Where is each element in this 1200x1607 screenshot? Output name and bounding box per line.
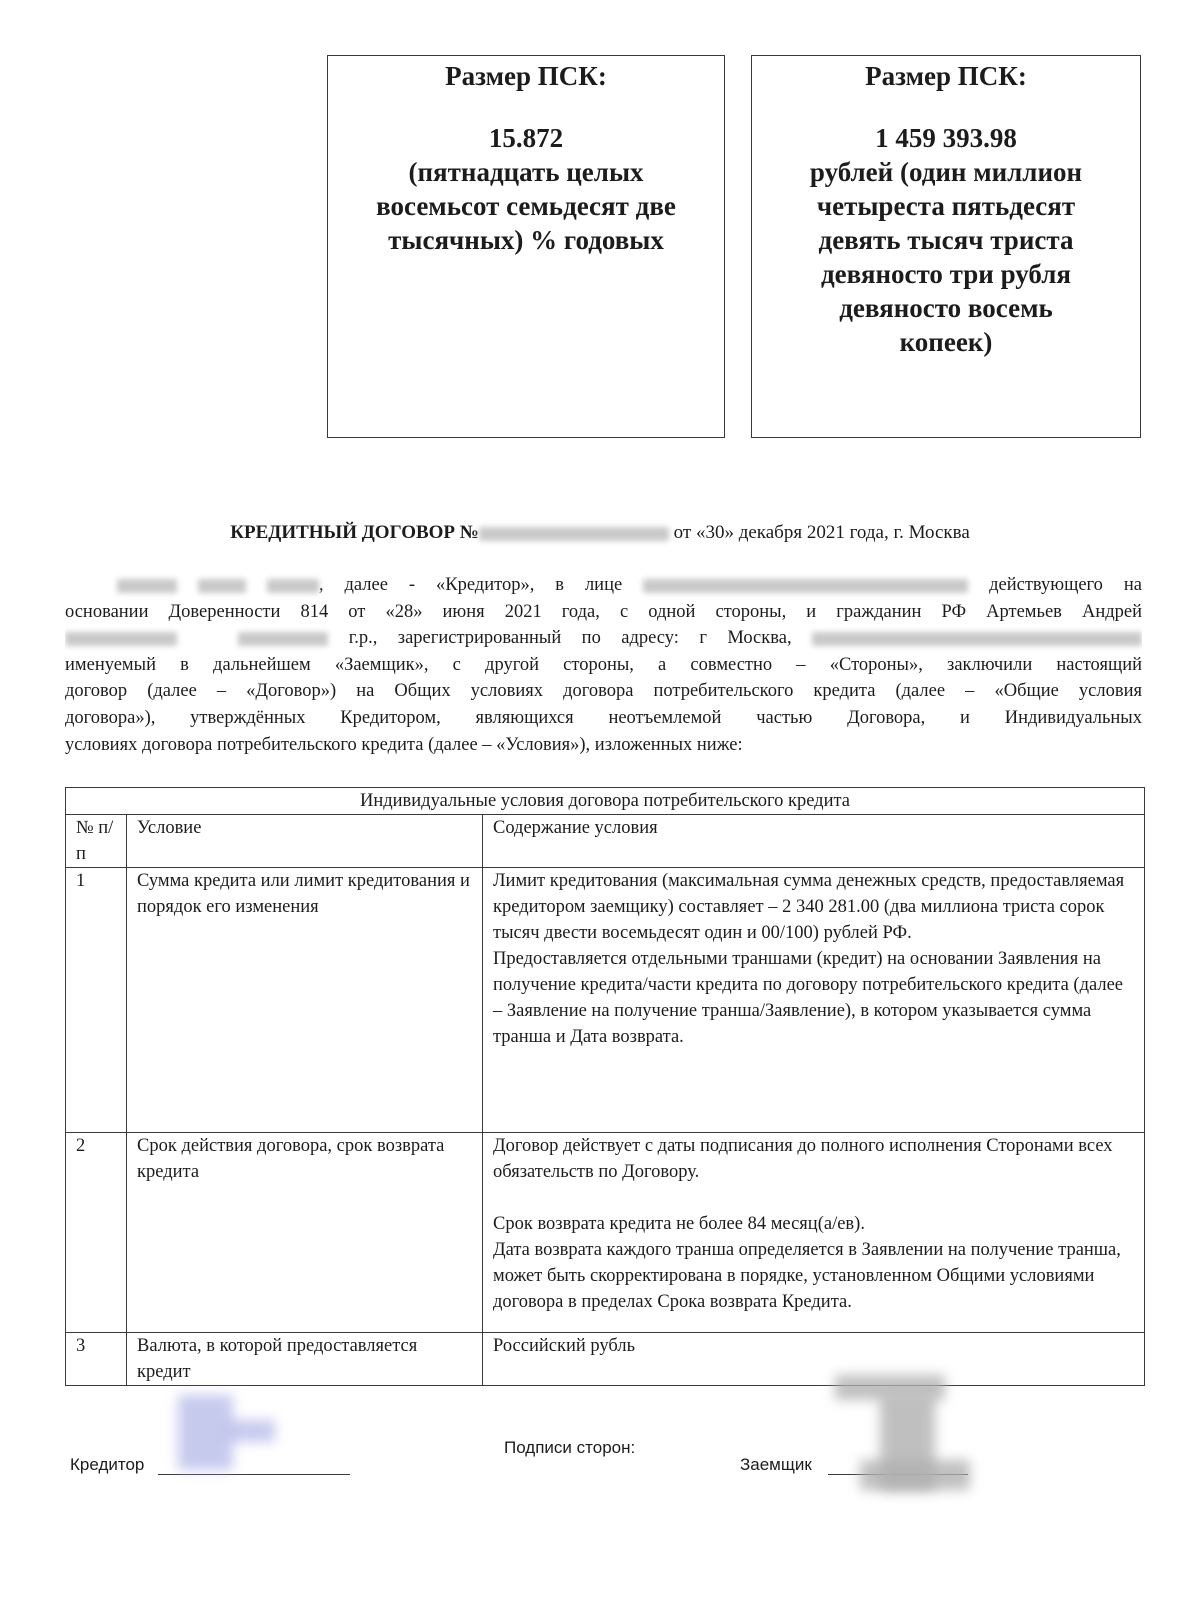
psk-rubles-words-line: копеек) bbox=[899, 327, 993, 357]
psk-rubles-box bbox=[751, 55, 1141, 438]
table-caption: Индивидуальные условия договора потребительского кредита bbox=[66, 788, 1145, 815]
header-num: № п/п bbox=[66, 815, 127, 868]
intro-line: основании Доверенности 814 от «28» июня 2021 года, с одной стороны, и гражданин РФ Артемьев Андрей bbox=[65, 601, 1142, 622]
intro-line bbox=[65, 625, 1142, 652]
creditor-signature bbox=[225, 1420, 275, 1442]
intro-line: именуемый в дальнейшем «Заемщик», с другой стороны, а совместно – «Стороны», заключили настоящий bbox=[65, 654, 1142, 675]
contract-title-bold: КРЕДИТНЫЙ ДОГОВОР № bbox=[230, 522, 479, 543]
redacted-representative bbox=[643, 579, 968, 593]
header-condition: Условие bbox=[127, 815, 483, 868]
paragraph-gap bbox=[493, 1185, 1134, 1211]
psk-percent-title: Размер ПСК: bbox=[445, 61, 607, 91]
redacted-patronymic bbox=[65, 632, 177, 646]
table-row bbox=[66, 868, 1145, 1133]
creditor-label: Кредитор bbox=[70, 1455, 145, 1474]
signatures-heading: Подписи сторон: bbox=[504, 1438, 636, 1457]
row-num: 3 bbox=[66, 1333, 127, 1386]
row-content bbox=[483, 868, 1145, 1133]
creditor-signature-line bbox=[158, 1474, 350, 1475]
psk-rubles-words-line: рублей (один миллион bbox=[809, 157, 1083, 187]
redacted-birth-date bbox=[238, 632, 328, 646]
redacted-bank-name bbox=[267, 579, 319, 593]
psk-rubles-title: Размер ПСК: bbox=[865, 61, 1027, 91]
intro-paragraph bbox=[65, 572, 1142, 758]
row-num: 2 bbox=[66, 1133, 127, 1333]
psk-percent-words bbox=[328, 155, 724, 257]
intro-text: г.р., зарегистрированный по адресу: г Москва, bbox=[348, 628, 792, 649]
contract-title bbox=[0, 522, 1200, 544]
redacted-bank-name bbox=[117, 579, 177, 593]
redacted-address bbox=[812, 632, 1142, 646]
psk-rubles-words-line: девять тысяч триста bbox=[818, 225, 1074, 255]
row-content bbox=[483, 1133, 1145, 1333]
psk-rubles-value: 1 459 393.98 bbox=[875, 123, 1017, 153]
intro-line: договор (далее – «Договор») на Общих условиях договора потребительского кредита (далее – «Общие условия bbox=[65, 681, 1142, 702]
row-condition: Валюта, в которой предоставляется кредит bbox=[127, 1333, 483, 1386]
intro-text: действующего на bbox=[989, 575, 1142, 595]
row-content-paragraph: Срок возврата кредита не более 84 месяц(а/ев). bbox=[493, 1214, 865, 1234]
psk-percent-value: 15.872 bbox=[488, 123, 564, 153]
intro-line: договора»), утверждённых Кредитором, являющихся неотъемлемой частью Договора, и Индивидуальных bbox=[65, 707, 1142, 728]
psk-rubles-words bbox=[752, 155, 1140, 359]
psk-percent-words-line: восемьсот семьдесят две bbox=[376, 191, 676, 221]
intro-line: условиях договора потребительского кредита (далее – «Условия»), изложенных ниже: bbox=[65, 734, 743, 755]
header-content: Содержание условия bbox=[483, 815, 1145, 868]
row-content-paragraph: Лимит кредитования (максимальная сумма денежных средств, предоставляемая кредитором заемщику) составляет – 2 340 281.00 (два миллиона триста сорок тысяч двести восемьдесят один и 00/100) рублей РФ. bbox=[493, 871, 1125, 943]
row-content-paragraph: Договор действует с даты подписания до полного исполнения Сторонами всех обязательств по Договору. bbox=[493, 1136, 1113, 1182]
psk-rubles-words-line: девяносто три рубля bbox=[821, 259, 1071, 289]
row-num: 1 bbox=[66, 868, 127, 1133]
psk-percent-words-line: тысячных) % годовых bbox=[388, 225, 664, 255]
redacted-bank-name bbox=[198, 579, 246, 593]
row-content: Российский рубль bbox=[483, 1333, 1145, 1386]
borrower-signature bbox=[860, 1460, 970, 1490]
psk-percent-words-line: (пятнадцать целых bbox=[408, 157, 644, 187]
psk-rubles-words-line: девяносто восемь bbox=[839, 293, 1053, 323]
redacted-contract-number bbox=[479, 527, 669, 541]
intro-text: , далее - «Кредитор», в лице bbox=[318, 575, 623, 595]
psk-percent-box bbox=[327, 55, 725, 438]
table-caption-row bbox=[66, 788, 1145, 815]
row-condition: Сумма кредита или лимит кредитования и порядок его изменения bbox=[127, 868, 483, 1133]
row-content-paragraph: Дата возврата каждого транша определяется в Заявлении на получение транша, может быть скорректирована в порядке, установленном Общими условиями договора в пределах Срока возврата Кредита. bbox=[493, 1240, 1121, 1312]
row-content-paragraph: Предоставляется отдельными траншами (кредит) на основании Заявления на получение кредита/части кредита по договору потребительского кредита (далее – Заявление на получение транша/Заявление), в котором указывается сумма транша и Дата возврата. bbox=[493, 949, 1124, 1047]
row-condition: Срок действия договора, срок возврата кредита bbox=[127, 1133, 483, 1333]
intro-line bbox=[65, 572, 1142, 599]
table-row bbox=[66, 1333, 1145, 1386]
table-row bbox=[66, 1133, 1145, 1333]
contract-title-rest: от «30» декабря 2021 года, г. Москва bbox=[668, 522, 970, 543]
conditions-table bbox=[65, 787, 1145, 1386]
borrower-label: Заемщик bbox=[740, 1455, 812, 1474]
psk-rubles-words-line: четыреста пятьдесят bbox=[816, 191, 1076, 221]
table-header-row bbox=[66, 815, 1145, 868]
